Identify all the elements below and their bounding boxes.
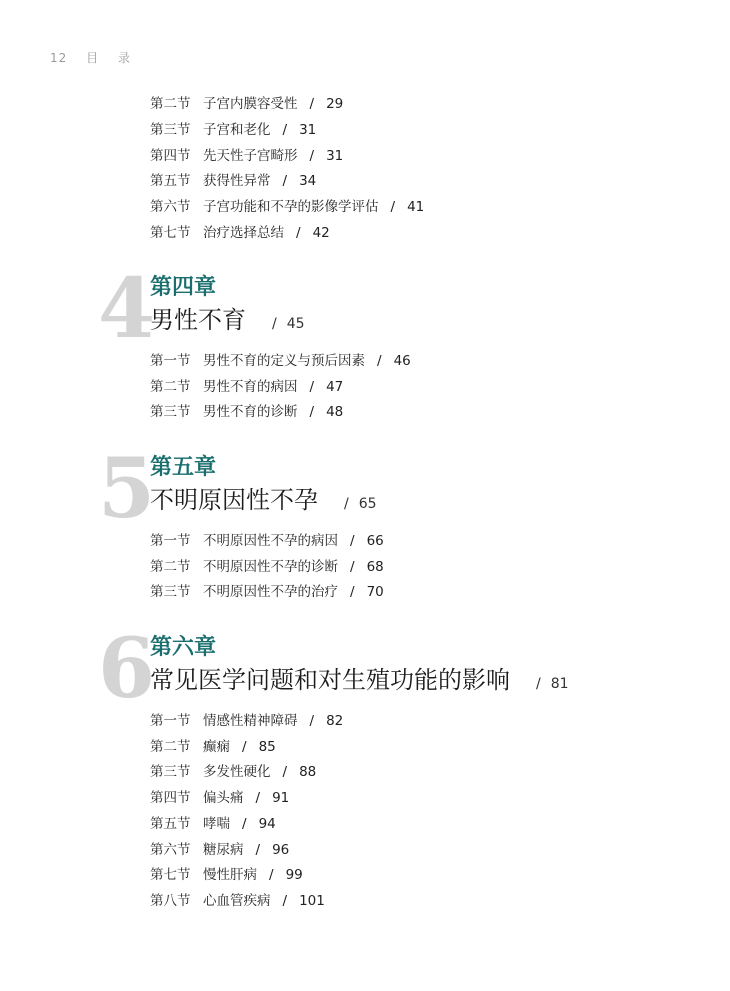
section-number: 第二节 [150, 379, 191, 395]
toc-section[interactable] [150, 762, 316, 782]
section-page: 29 [326, 96, 344, 112]
toc-section[interactable] [150, 531, 384, 551]
section-page: 66 [366, 533, 384, 549]
separator: / [269, 867, 274, 883]
toc-section[interactable] [150, 351, 411, 371]
separator: / [255, 842, 261, 858]
section-number: 第三节 [150, 122, 191, 138]
section-page: 41 [407, 199, 425, 215]
section-page: 70 [366, 584, 384, 600]
chapter-label[interactable]: 第六章 [150, 635, 217, 660]
section-page: 96 [272, 842, 290, 858]
separator: / [377, 353, 382, 369]
section-page: 47 [326, 379, 344, 395]
separator: / [272, 316, 277, 332]
section-title: 不明原因性不孕的诊断 [203, 559, 338, 575]
separator: / [296, 225, 301, 241]
separator: / [350, 533, 355, 549]
chapter-title-text: 常见医学问题和对生殖功能的影响 [150, 666, 510, 694]
header-title-char: 目 [86, 51, 100, 65]
page-number: 12 [50, 51, 68, 65]
section-page: 42 [312, 225, 330, 241]
chapter-title[interactable] [150, 305, 305, 339]
section-title: 子宫内膜容受性 [203, 96, 298, 112]
section-number: 第一节 [150, 353, 191, 369]
toc-section[interactable] [150, 711, 343, 731]
separator: / [309, 404, 315, 420]
section-page: 46 [393, 353, 411, 369]
section-page: 99 [285, 867, 303, 883]
section-page: 34 [299, 173, 317, 189]
toc-section[interactable] [150, 891, 325, 911]
chapter-title-text: 男性不育 [150, 306, 246, 334]
chapter-title[interactable] [150, 485, 377, 519]
section-number: 第五节 [150, 816, 191, 832]
chapter-digit: 6 [98, 621, 156, 717]
chapter-digit: 4 [98, 261, 156, 357]
section-number: 第四节 [150, 148, 191, 164]
section-title: 获得性异常 [203, 173, 271, 189]
section-title: 哮喘 [203, 816, 230, 832]
separator: / [309, 148, 315, 164]
toc-section[interactable] [150, 197, 424, 217]
chapter-digit: 5 [98, 441, 156, 537]
section-title: 男性不育的定义与预后因素 [203, 353, 365, 369]
separator: / [309, 713, 315, 729]
section-number: 第三节 [150, 584, 191, 600]
section-title: 子宫功能和不孕的影像学评估 [203, 199, 379, 215]
toc-section[interactable] [150, 146, 343, 166]
separator: / [536, 676, 541, 692]
section-page: 68 [366, 559, 384, 575]
section-number: 第八节 [150, 893, 191, 909]
section-page: 94 [258, 816, 276, 832]
separator: / [350, 559, 355, 575]
section-number: 第二节 [150, 96, 191, 112]
chapter-title-text: 不明原因性不孕 [150, 486, 318, 514]
toc-section[interactable] [150, 223, 330, 243]
chapter-label[interactable]: 第五章 [150, 455, 217, 480]
section-page: 101 [299, 893, 325, 909]
section-title: 不明原因性不孕的病因 [203, 533, 338, 549]
section-number: 第一节 [150, 533, 191, 549]
section-title: 治疗选择总结 [203, 225, 284, 241]
toc-section[interactable] [150, 94, 343, 114]
toc-section[interactable] [150, 840, 289, 860]
toc-section[interactable] [150, 377, 343, 397]
section-title: 多发性硬化 [203, 764, 271, 780]
section-number: 第七节 [150, 225, 191, 241]
section-number: 第五节 [150, 173, 191, 189]
section-number: 第六节 [150, 842, 191, 858]
separator: / [242, 816, 247, 832]
separator: / [390, 199, 396, 215]
section-number: 第二节 [150, 739, 191, 755]
section-number: 第三节 [150, 764, 191, 780]
section-page: 48 [326, 404, 344, 420]
section-title: 先天性子宫畸形 [203, 148, 298, 164]
section-title: 子宫和老化 [203, 122, 271, 138]
section-number: 第二节 [150, 559, 191, 575]
separator: / [344, 496, 349, 512]
separator: / [282, 122, 288, 138]
section-number: 第四节 [150, 790, 191, 806]
section-page: 82 [326, 713, 344, 729]
toc-section[interactable] [150, 865, 303, 885]
separator: / [282, 893, 288, 909]
header-title-char: 录 [117, 51, 131, 65]
section-number: 第三节 [150, 404, 191, 420]
toc-section[interactable] [150, 788, 289, 808]
separator: / [309, 96, 315, 112]
toc-section[interactable] [150, 582, 384, 602]
section-number: 第一节 [150, 713, 191, 729]
section-page: 31 [299, 122, 317, 138]
toc-section[interactable] [150, 557, 384, 577]
separator: / [282, 764, 288, 780]
toc-section[interactable] [150, 402, 343, 422]
chapter-label[interactable]: 第四章 [150, 275, 217, 300]
toc-section[interactable] [150, 171, 316, 191]
section-title: 情感性精神障碍 [203, 713, 298, 729]
section-title: 偏头痛 [203, 790, 244, 806]
toc-section[interactable] [150, 737, 276, 757]
section-title: 糖尿病 [203, 842, 244, 858]
section-title: 不明原因性不孕的治疗 [203, 584, 338, 600]
separator: / [242, 739, 247, 755]
separator: / [350, 584, 355, 600]
section-title: 癫痫 [203, 739, 230, 755]
chapter-page: 65 [358, 496, 377, 512]
chapter-page: 81 [550, 676, 569, 692]
section-page: 91 [272, 790, 290, 806]
page-header [50, 49, 131, 66]
chapter-page: 45 [286, 316, 305, 332]
separator: / [282, 173, 288, 189]
section-title: 慢性肝病 [203, 867, 257, 883]
section-page: 88 [299, 764, 317, 780]
section-page: 85 [258, 739, 276, 755]
separator: / [255, 790, 261, 806]
section-number: 第六节 [150, 199, 191, 215]
toc-section[interactable] [150, 814, 276, 834]
section-title: 男性不育的诊断 [203, 404, 298, 420]
section-number: 第七节 [150, 867, 191, 883]
chapter-title[interactable] [150, 665, 569, 699]
toc-section[interactable] [150, 120, 316, 140]
section-title: 心血管疾病 [203, 893, 271, 909]
section-title: 男性不育的病因 [203, 379, 298, 395]
separator: / [309, 379, 315, 395]
section-page: 31 [326, 148, 344, 164]
